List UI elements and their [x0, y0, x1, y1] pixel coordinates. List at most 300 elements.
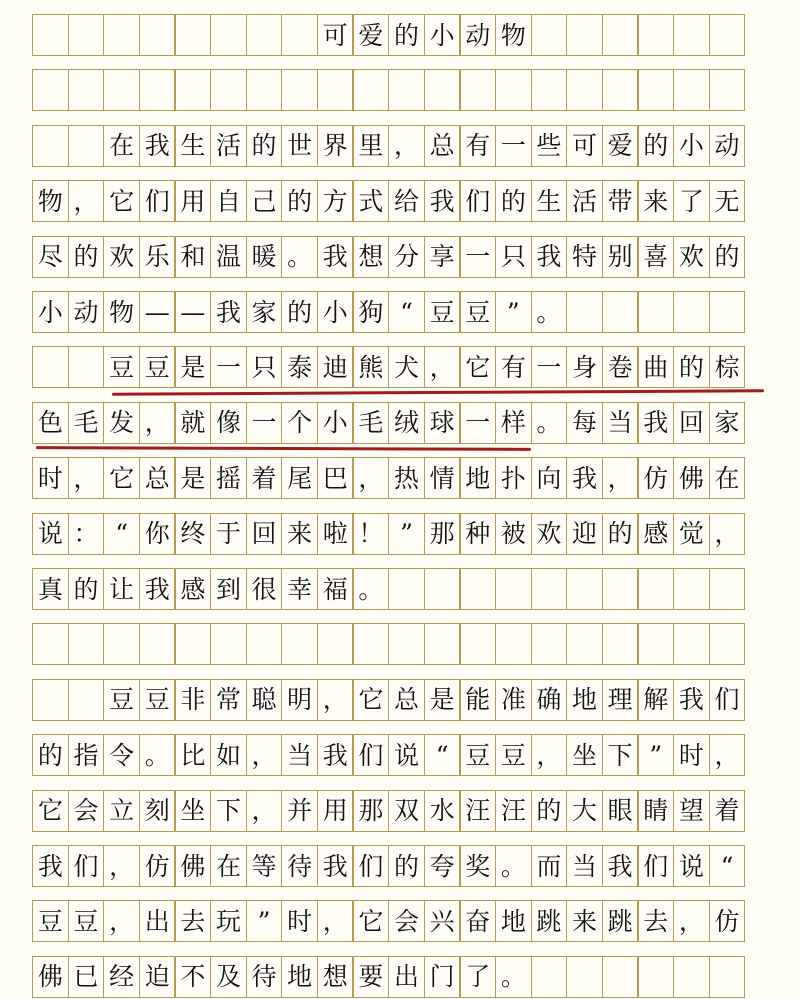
grid-cell: 在 — [709, 457, 746, 499]
grid-row — [32, 291, 768, 333]
grid-cell — [32, 346, 69, 388]
grid-cell: 摇 — [210, 457, 247, 499]
grid-cell: 的 — [388, 845, 425, 887]
grid-cell: 确 — [531, 679, 568, 721]
grid-cell — [68, 679, 105, 721]
grid-cell — [673, 956, 710, 998]
grid-cell — [637, 956, 674, 998]
grid-cell — [709, 291, 746, 333]
grid-cell: 感 — [637, 513, 674, 555]
grid-cell: 豆 — [424, 291, 461, 333]
grid-cell — [139, 623, 176, 665]
grid-cell — [103, 14, 140, 56]
grid-cell: 活 — [210, 125, 247, 167]
grid-row — [32, 679, 768, 721]
grid-cell: 我 — [424, 180, 461, 222]
grid-cell: 我 — [317, 236, 354, 278]
grid-cell — [602, 623, 639, 665]
grid-cell: 时 — [281, 900, 318, 942]
grid-cell: 尾 — [281, 457, 318, 499]
grid-cell: 有 — [459, 125, 496, 167]
grid-cell: “ — [103, 513, 140, 555]
grid-cell — [673, 291, 710, 333]
grid-cell: 及 — [210, 956, 247, 998]
grid-cell: ， — [246, 790, 283, 832]
grid-cell — [531, 14, 568, 56]
grid-cell: 常 — [210, 679, 247, 721]
grid-cell: 们 — [139, 180, 176, 222]
grid-cell: 带 — [602, 180, 639, 222]
grid-cell: 扑 — [495, 457, 532, 499]
grid-cell: 跳 — [531, 900, 568, 942]
grid-cell: 方 — [317, 180, 354, 222]
grid-cell — [424, 623, 461, 665]
grid-cell: 去 — [637, 900, 674, 942]
grid-cell: 当 — [566, 845, 603, 887]
grid-cell — [531, 69, 568, 111]
grid-cell: 物 — [495, 14, 532, 56]
grid-cell — [281, 623, 318, 665]
grid-cell: 啦 — [317, 513, 354, 555]
grid-cell: 那 — [424, 513, 461, 555]
grid-cell: 欢 — [531, 513, 568, 555]
grid-cell: 只 — [495, 236, 532, 278]
grid-cell: 式 — [352, 180, 389, 222]
grid-cell: 来 — [566, 900, 603, 942]
grid-cell: 身 — [566, 346, 603, 388]
grid-cell: 热 — [388, 457, 425, 499]
grid-cell: 己 — [246, 180, 283, 222]
grid-cell: 觉 — [673, 513, 710, 555]
grid-cell: ， — [246, 734, 283, 776]
grid-cell — [531, 956, 568, 998]
grid-cell: 的 — [531, 790, 568, 832]
grid-row — [32, 790, 768, 832]
grid-cell — [495, 69, 532, 111]
grid-cell: 的 — [495, 180, 532, 222]
grid-cell: 个 — [281, 402, 318, 444]
grid-cell: 狗 — [352, 291, 389, 333]
grid-cell — [139, 69, 176, 111]
grid-cell: 的 — [281, 180, 318, 222]
grid-cell: 小 — [32, 291, 69, 333]
grid-row — [32, 402, 768, 444]
grid-cell — [673, 568, 710, 610]
grid-cell: 它 — [32, 790, 69, 832]
grid-cell: 我 — [566, 457, 603, 499]
grid-cell: 仿 — [637, 457, 674, 499]
grid-cell: 棕 — [709, 346, 746, 388]
grid-cell — [709, 623, 746, 665]
grid-cell: 很 — [246, 568, 283, 610]
grid-cell: 会 — [68, 790, 105, 832]
grid-cell — [709, 956, 746, 998]
grid-cell — [32, 69, 69, 111]
grid-cell — [566, 568, 603, 610]
grid-cell — [317, 623, 354, 665]
grid-row — [32, 14, 768, 56]
grid-cell: 豆 — [139, 679, 176, 721]
grid-cell: 乐 — [139, 236, 176, 278]
grid-cell — [531, 623, 568, 665]
grid-cell: 小 — [673, 125, 710, 167]
grid-row — [32, 734, 768, 776]
grid-cell: 一 — [531, 346, 568, 388]
grid-cell: 豆 — [103, 346, 140, 388]
grid-cell: 爱 — [602, 125, 639, 167]
grid-cell — [495, 568, 532, 610]
grid-cell — [281, 69, 318, 111]
grid-cell: “ — [388, 291, 425, 333]
grid-cell — [139, 14, 176, 56]
grid-cell — [246, 69, 283, 111]
grid-cell — [388, 568, 425, 610]
grid-cell: 佛 — [673, 457, 710, 499]
grid-cell: 说 — [673, 845, 710, 887]
grid-cell — [32, 679, 69, 721]
grid-cell: 终 — [174, 513, 211, 555]
grid-cell: ， — [317, 900, 354, 942]
grid-cell — [673, 69, 710, 111]
grid-cell: “ — [709, 845, 746, 887]
grid-row — [32, 180, 768, 222]
grid-cell: 立 — [103, 790, 140, 832]
grid-cell: 不 — [174, 956, 211, 998]
grid-cell: ， — [68, 180, 105, 222]
grid-cell: 爱 — [352, 14, 389, 56]
grid-cell — [388, 69, 425, 111]
grid-cell: 回 — [673, 402, 710, 444]
grid-cell — [281, 14, 318, 56]
grid-cell: 地 — [459, 457, 496, 499]
grid-cell — [459, 69, 496, 111]
grid-cell: 地 — [495, 900, 532, 942]
grid-cell: 界 — [317, 125, 354, 167]
grid-cell: 。 — [495, 845, 532, 887]
grid-cell: 豆 — [103, 679, 140, 721]
grid-cell: 我 — [673, 679, 710, 721]
grid-cell: 夸 — [424, 845, 461, 887]
grid-cell: 一 — [210, 346, 247, 388]
grid-cell: 一 — [459, 236, 496, 278]
grid-cell: 的 — [637, 125, 674, 167]
grid-cell — [566, 623, 603, 665]
grid-cell — [68, 69, 105, 111]
grid-cell: 迪 — [317, 346, 354, 388]
grid-cell: 一 — [495, 125, 532, 167]
grid-cell: 当 — [281, 734, 318, 776]
grid-cell: 种 — [459, 513, 496, 555]
grid-cell: 感 — [174, 568, 211, 610]
grid-cell: 等 — [246, 845, 283, 887]
grid-cell — [68, 125, 105, 167]
grid-cell: 于 — [210, 513, 247, 555]
grid-cell: ， — [68, 457, 105, 499]
grid-cell: 的 — [388, 14, 425, 56]
grid-cell: 令 — [103, 734, 140, 776]
grid-cell: 出 — [139, 900, 176, 942]
grid-cell: ， — [709, 513, 746, 555]
grid-cell — [637, 14, 674, 56]
grid-cell: 迎 — [566, 513, 603, 555]
grid-cell: 了 — [673, 180, 710, 222]
grid-cell: 是 — [174, 346, 211, 388]
grid-cell — [459, 568, 496, 610]
grid-cell: 兴 — [424, 900, 461, 942]
grid-cell: 并 — [281, 790, 318, 832]
grid-cell: 来 — [637, 180, 674, 222]
grid-cell: ” — [637, 734, 674, 776]
grid-cell — [637, 623, 674, 665]
grid-cell: 别 — [602, 236, 639, 278]
grid-cell — [709, 69, 746, 111]
grid-cell: 它 — [103, 457, 140, 499]
grid-cell: 出 — [388, 956, 425, 998]
grid-cell: 门 — [424, 956, 461, 998]
grid-cell: 总 — [388, 679, 425, 721]
grid-cell — [210, 69, 247, 111]
grid-cell — [388, 623, 425, 665]
grid-cell: “ — [424, 734, 461, 776]
grid-cell: 下 — [602, 734, 639, 776]
grid-cell: 发 — [103, 402, 140, 444]
grid-cell: 动 — [459, 14, 496, 56]
grid-cell: 巴 — [317, 457, 354, 499]
grid-cell: 一 — [246, 402, 283, 444]
red-underline — [112, 390, 764, 396]
grid-cell: 物 — [103, 291, 140, 333]
grid-cell — [68, 623, 105, 665]
grid-cell — [210, 14, 247, 56]
grid-cell: 待 — [281, 845, 318, 887]
grid-cell: — — [139, 291, 176, 333]
grid-cell: 它 — [459, 346, 496, 388]
grid-cell: 我 — [32, 845, 69, 887]
grid-cell: 汪 — [495, 790, 532, 832]
grid-cell: 。 — [495, 956, 532, 998]
grid-cell — [174, 623, 211, 665]
grid-cell: 刻 — [139, 790, 176, 832]
grid-cell: 欢 — [103, 236, 140, 278]
grid-cell — [602, 69, 639, 111]
grid-row — [32, 568, 768, 610]
grid-cell: 我 — [139, 125, 176, 167]
grid-cell: 特 — [566, 236, 603, 278]
grid-row — [32, 69, 768, 111]
grid-cell: 熊 — [352, 346, 389, 388]
grid-cell — [174, 69, 211, 111]
grid-cell: 给 — [388, 180, 425, 222]
grid-cell: 奋 — [459, 900, 496, 942]
grid-cell: 要 — [352, 956, 389, 998]
grid-cell: 家 — [246, 291, 283, 333]
grid-cell: 可 — [317, 14, 354, 56]
grid-cell: 水 — [424, 790, 461, 832]
grid-cell: 分 — [388, 236, 425, 278]
grid-cell: 坐 — [566, 734, 603, 776]
grid-cell: 而 — [531, 845, 568, 887]
grid-cell — [352, 69, 389, 111]
grid-cell: 眼 — [602, 790, 639, 832]
grid-cell: 们 — [68, 845, 105, 887]
grid-cell: 些 — [531, 125, 568, 167]
grid-row — [32, 845, 768, 887]
grid-cell — [174, 14, 211, 56]
grid-cell: 球 — [424, 402, 461, 444]
grid-cell: 喜 — [637, 236, 674, 278]
grid-cell: 。 — [531, 402, 568, 444]
grid-cell: 毛 — [352, 402, 389, 444]
grid-cell: 豆 — [68, 900, 105, 942]
grid-cell: 跳 — [602, 900, 639, 942]
grid-cell: 动 — [68, 291, 105, 333]
grid-cell: 待 — [246, 956, 283, 998]
grid-cell: ， — [424, 346, 461, 388]
grid-cell: 真 — [32, 568, 69, 610]
grid-cell: 仿 — [709, 900, 746, 942]
grid-cell: 欢 — [673, 236, 710, 278]
grid-cell: ！ — [352, 513, 389, 555]
grid-cell: 生 — [174, 125, 211, 167]
grid-cell: 回 — [246, 513, 283, 555]
grid-cell: ， — [139, 402, 176, 444]
grid-cell: 活 — [566, 180, 603, 222]
grid-cell: 它 — [352, 679, 389, 721]
grid-cell: 非 — [174, 679, 211, 721]
grid-cell: 豆 — [459, 291, 496, 333]
grid-cell — [103, 623, 140, 665]
grid-cell: 我 — [531, 236, 568, 278]
grid-cell: ， — [388, 125, 425, 167]
grid-cell: 曲 — [637, 346, 674, 388]
grid-cell — [424, 568, 461, 610]
grid-cell: ， — [673, 900, 710, 942]
grid-cell — [637, 568, 674, 610]
grid-cell — [637, 291, 674, 333]
grid-cell: 我 — [317, 845, 354, 887]
grid-cell — [531, 568, 568, 610]
grid-cell: 我 — [317, 734, 354, 776]
grid-cell: 暖 — [246, 236, 283, 278]
grid-cell: 动 — [709, 125, 746, 167]
grid-cell: 像 — [210, 402, 247, 444]
grid-cell: 比 — [174, 734, 211, 776]
grid-cell: 经 — [103, 956, 140, 998]
grid-cell: 们 — [459, 180, 496, 222]
grid-cell: ” — [246, 900, 283, 942]
grid-cell: ， — [317, 679, 354, 721]
grid-cell — [68, 14, 105, 56]
grid-cell: 豆 — [459, 734, 496, 776]
grid-cell: 泰 — [281, 346, 318, 388]
grid-cell: 只 — [246, 346, 283, 388]
grid-row — [32, 125, 768, 167]
grid-cell — [32, 125, 69, 167]
red-underline — [36, 446, 531, 451]
grid-cell: 玩 — [210, 900, 247, 942]
grid-cell: 我 — [139, 568, 176, 610]
grid-cell: 们 — [709, 679, 746, 721]
grid-cell: 的 — [673, 346, 710, 388]
grid-cell: 地 — [566, 679, 603, 721]
grid-cell: 了 — [459, 956, 496, 998]
grid-cell: 睛 — [637, 790, 674, 832]
grid-cell — [602, 291, 639, 333]
grid-cell: 温 — [210, 236, 247, 278]
grid-cell: 有 — [495, 346, 532, 388]
grid-cell — [424, 69, 461, 111]
grid-cell — [246, 14, 283, 56]
grid-cell: 在 — [210, 845, 247, 887]
grid-cell: 的 — [32, 734, 69, 776]
grid-cell: 我 — [637, 402, 674, 444]
grid-cell — [602, 956, 639, 998]
grid-cell: 说 — [388, 734, 425, 776]
grid-cell: 和 — [174, 236, 211, 278]
grid-cell — [673, 14, 710, 56]
grid-cell: 绒 — [388, 402, 425, 444]
grid-cell: 时 — [673, 734, 710, 776]
grid-cell — [566, 14, 603, 56]
grid-cell: 准 — [495, 679, 532, 721]
grid-cell: 望 — [673, 790, 710, 832]
grid-cell: 的 — [281, 291, 318, 333]
grid-cell — [566, 291, 603, 333]
grid-cell: ， — [352, 457, 389, 499]
grid-cell: — — [174, 291, 211, 333]
grid-cell: 理 — [602, 679, 639, 721]
grid-cell: 们 — [352, 845, 389, 887]
grid-cell: 一 — [459, 402, 496, 444]
grid-cell: 犬 — [388, 346, 425, 388]
grid-cell: 总 — [139, 457, 176, 499]
grid-cell: 着 — [246, 457, 283, 499]
grid-row — [32, 900, 768, 942]
grid-cell: 可 — [566, 125, 603, 167]
grid-row — [32, 457, 768, 499]
grid-cell: 我 — [210, 291, 247, 333]
grid-cell: 用 — [317, 790, 354, 832]
grid-cell: ， — [103, 900, 140, 942]
grid-cell: 。 — [139, 734, 176, 776]
grid-cell — [709, 568, 746, 610]
grid-cell — [32, 623, 69, 665]
grid-cell: 想 — [317, 956, 354, 998]
grid-cell: 卷 — [602, 346, 639, 388]
grid-cell: 生 — [531, 180, 568, 222]
grid-cell: 说 — [32, 513, 69, 555]
grid-cell: 样 — [495, 402, 532, 444]
grid-cell: 指 — [68, 734, 105, 776]
grid-cell: 下 — [210, 790, 247, 832]
grid-cell: 向 — [531, 457, 568, 499]
grid-cell: 福 — [317, 568, 354, 610]
grid-cell — [103, 69, 140, 111]
grid-cell: 你 — [139, 513, 176, 555]
grid-cell — [637, 69, 674, 111]
grid-cell: 小 — [317, 291, 354, 333]
grid-cell: ， — [709, 734, 746, 776]
grid-cell — [210, 623, 247, 665]
grid-cell: 迫 — [139, 956, 176, 998]
grid-cell: 想 — [352, 236, 389, 278]
grid-cell: 汪 — [459, 790, 496, 832]
grid-cell: 时 — [32, 457, 69, 499]
grid-cell: 如 — [210, 734, 247, 776]
grid-cell: 豆 — [32, 900, 69, 942]
grid-cell — [352, 623, 389, 665]
grid-cell: 的 — [709, 236, 746, 278]
